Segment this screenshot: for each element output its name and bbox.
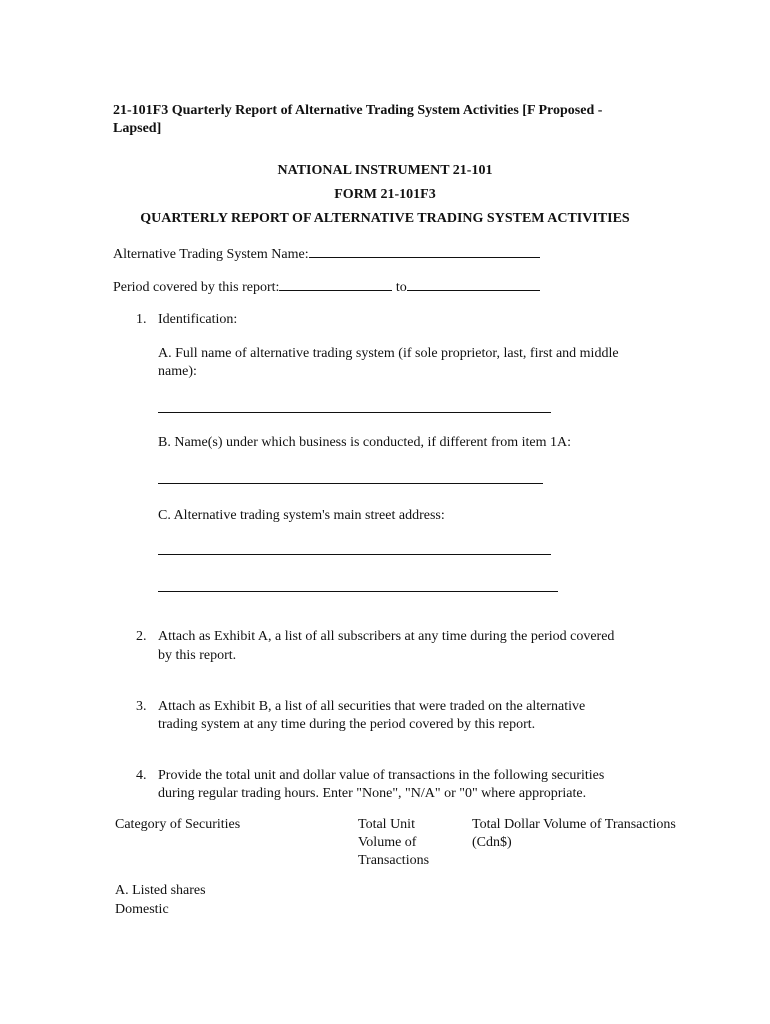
table-header-unit-volume-line3: Transactions bbox=[358, 853, 430, 868]
document-title-line1: 21-101F3 Quarterly Report of Alternative Trading System Activities [F Proposed - bbox=[113, 103, 603, 118]
item4-line2: during regular trading hours. Enter "None", "N/A" or "0" where appropriate. bbox=[158, 786, 587, 801]
item1a-answer-line[interactable] bbox=[158, 412, 551, 413]
period-start-blank[interactable] bbox=[279, 276, 392, 291]
table-row-domestic: Domestic bbox=[115, 902, 169, 917]
ats-name-blank[interactable] bbox=[309, 243, 540, 258]
period-end-blank[interactable] bbox=[407, 276, 540, 291]
table-header-category: Category of Securities bbox=[115, 817, 241, 832]
item1-label: Identification: bbox=[158, 312, 238, 327]
table-header-unit-volume-line1: Total Unit bbox=[358, 817, 415, 832]
table-row-listed-shares: A. Listed shares bbox=[115, 883, 206, 898]
item4-line1: Provide the total unit and dollar value of transactions in the following securities bbox=[158, 768, 605, 783]
item2-line2: by this report. bbox=[158, 648, 237, 663]
item3-number: 3. bbox=[136, 699, 147, 714]
item1c-answer-line-1[interactable] bbox=[158, 554, 551, 555]
form-heading: FORM 21-101F3 bbox=[334, 187, 436, 202]
item4-number: 4. bbox=[136, 768, 147, 783]
item2-number: 2. bbox=[136, 629, 147, 644]
item1b-answer-line[interactable] bbox=[158, 483, 543, 484]
table-header-dollar-volume-line1: Total Dollar Volume of Transactions bbox=[472, 817, 676, 832]
document-title-line2: Lapsed] bbox=[113, 121, 162, 136]
item1c-text: C. Alternative trading system's main street address: bbox=[158, 508, 445, 523]
item2-line1: Attach as Exhibit A, a list of all subscribers at any time during the period covered bbox=[158, 629, 615, 644]
report-heading: QUARTERLY REPORT OF ALTERNATIVE TRADING SYSTEM ACTIVITIES bbox=[140, 211, 630, 226]
item1b-text: B. Name(s) under which business is conducted, if different from item 1A: bbox=[158, 435, 572, 450]
period-field bbox=[113, 276, 540, 297]
table-header-unit-volume-line2: Volume of bbox=[358, 835, 417, 850]
item1a-line1: A. Full name of alternative trading system (if sole proprietor, last, first and middle bbox=[158, 346, 619, 361]
ats-name-label: Alternative Trading System Name: bbox=[113, 247, 309, 262]
item1-number: 1. bbox=[136, 312, 147, 327]
period-to-label: to bbox=[395, 280, 407, 295]
item3-line2: trading system at any time during the period covered by this report. bbox=[158, 717, 536, 732]
table-header-dollar-volume-line2: (Cdn$) bbox=[472, 835, 512, 850]
ats-name-field bbox=[113, 243, 540, 264]
item1a-line2: name): bbox=[158, 364, 197, 379]
instrument-heading: NATIONAL INSTRUMENT 21-101 bbox=[277, 163, 493, 178]
item1c-answer-line-2[interactable] bbox=[158, 591, 558, 592]
period-label: Period covered by this report: bbox=[113, 280, 280, 295]
item3-line1: Attach as Exhibit B, a list of all securities that were traded on the alternative bbox=[158, 699, 586, 714]
